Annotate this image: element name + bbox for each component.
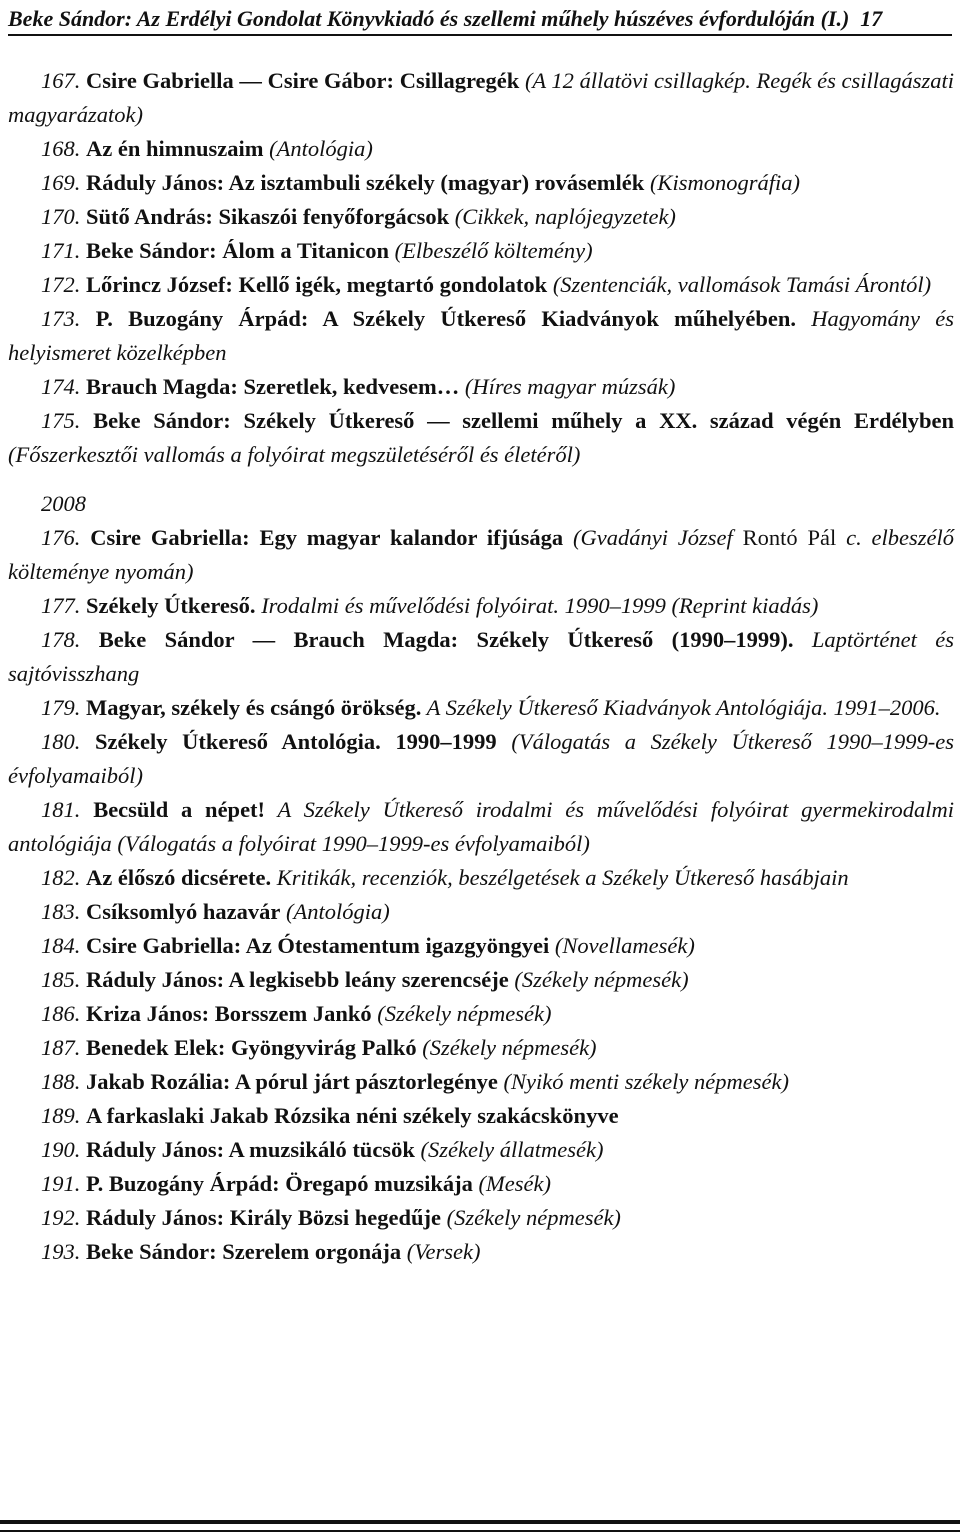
footer-double-rule — [0, 1520, 960, 1532]
list-item: 185. Ráduly János: A legkisebb leány szerencséje (Székely népmesék) — [41, 967, 689, 992]
list-item: 180. Székely Útkereső Antológia. 1990–1999 (Válogatás a Székely Útkereső 1990–1999-es évfolyamaiból) — [8, 729, 955, 788]
list-item: 189. A farkaslaki Jakab Rózsika néni székely szakácskönyve — [41, 1103, 619, 1128]
list-item: 175. Beke Sándor: Székely Útkereső — szellemi műhely a XX. század végén Erdélyben (Főszerkesztői vallomás a folyóirat megszületéséről és életéről) — [8, 408, 954, 467]
list-item: 192. Ráduly János: Király Bözsi hegedűje (Székely népmesék) — [41, 1205, 621, 1230]
list-item: 171. Beke Sándor: Álom a Titanicon (Elbeszélő költemény) — [41, 238, 593, 263]
list-item: 177. Székely Útkereső. Irodalmi és művelődési folyóirat. 1990–1999 (Reprint kiadás) — [41, 593, 819, 618]
list-item: 174. Brauch Magda: Szeretlek, kedvesem… (Híres magyar múzsák) — [41, 374, 676, 399]
bibliography-list — [8, 64, 954, 1269]
header-title: Beke Sándor: Az Erdélyi Gondolat Könyvkiadó és szellemi műhely húszéves évfordulóján (I.) — [8, 6, 850, 31]
list-item: 169. Ráduly János: Az isztambuli székely (magyar) rovásemlék (Kismonográfia) — [41, 170, 800, 195]
list-item: 182. Az élőszó dicsérete. Kritikák, recenziók, beszélgetések a Székely Útkereső hasábjain — [41, 865, 849, 890]
list-item: 190. Ráduly János: A muzsikáló tücsök (Székely állatmesék) — [41, 1137, 604, 1162]
list-item: 191. P. Buzogány Árpád: Öregapó muzsikája (Mesék) — [41, 1171, 551, 1196]
page-number: 17 — [860, 6, 883, 31]
list-item: 184. Csire Gabriella: Az Ótestamentum igazgyöngyei (Novellamesék) — [41, 933, 695, 958]
list-item: 168. Az én himnuszaim (Antológia) — [41, 136, 373, 161]
list-item: 179. Magyar, székely és csángó örökség. A Székely Útkereső Kiadványok Antológiája. 1991–2006. — [41, 695, 941, 720]
list-item: 173. P. Buzogány Árpád: A Székely Útkereső Kiadványok műhelyében. Hagyomány és helyismeret közelképben — [8, 306, 954, 365]
list-item: 178. Beke Sándor — Brauch Magda: Székely Útkereső (1990–1999). Laptörténet és sajtóvisszhang — [8, 627, 954, 686]
list-item: 172. Lőrincz József: Kellő igék, megtartó gondolatok (Szentenciák, vallomások Tamási Árontól) — [41, 272, 932, 297]
list-item: 176. Csire Gabriella: Egy magyar kalandor ifjúsága (Gvadányi József Rontó Pál c. elbeszélő költeménye nyomán) — [8, 525, 955, 584]
list-item: 181. Becsüld a népet! A Székely Útkereső irodalmi és művelődési folyóirat gyermekirodalmi antológiája (Válogatás a folyóirat 1990–1999-es évfolyamaiból) — [8, 797, 955, 856]
list-item: 167. Csire Gabriella — Csire Gábor: Csillagregék (A 12 állatövi csillagkép. Regék és csillagászati magyarázatok) — [8, 68, 954, 127]
list-item: 188. Jakab Rozália: A pórul járt pásztorlegénye (Nyikó menti székely népmesék) — [41, 1069, 789, 1094]
year-heading: 2008 — [41, 491, 86, 516]
list-item: 193. Beke Sándor: Szerelem orgonája (Versek) — [41, 1239, 481, 1264]
list-item: 183. Csíksomlyó hazavár (Antológia) — [41, 899, 390, 924]
list-item: 170. Sütő András: Sikaszói fenyőforgácsok (Cikkek, naplójegyzetek) — [41, 204, 676, 229]
list-item: 186. Kriza János: Borsszem Jankó (Székely népmesék) — [41, 1001, 552, 1026]
running-header — [8, 4, 952, 36]
list-item: 187. Benedek Elek: Gyöngyvirág Palkó (Székely népmesék) — [41, 1035, 597, 1060]
